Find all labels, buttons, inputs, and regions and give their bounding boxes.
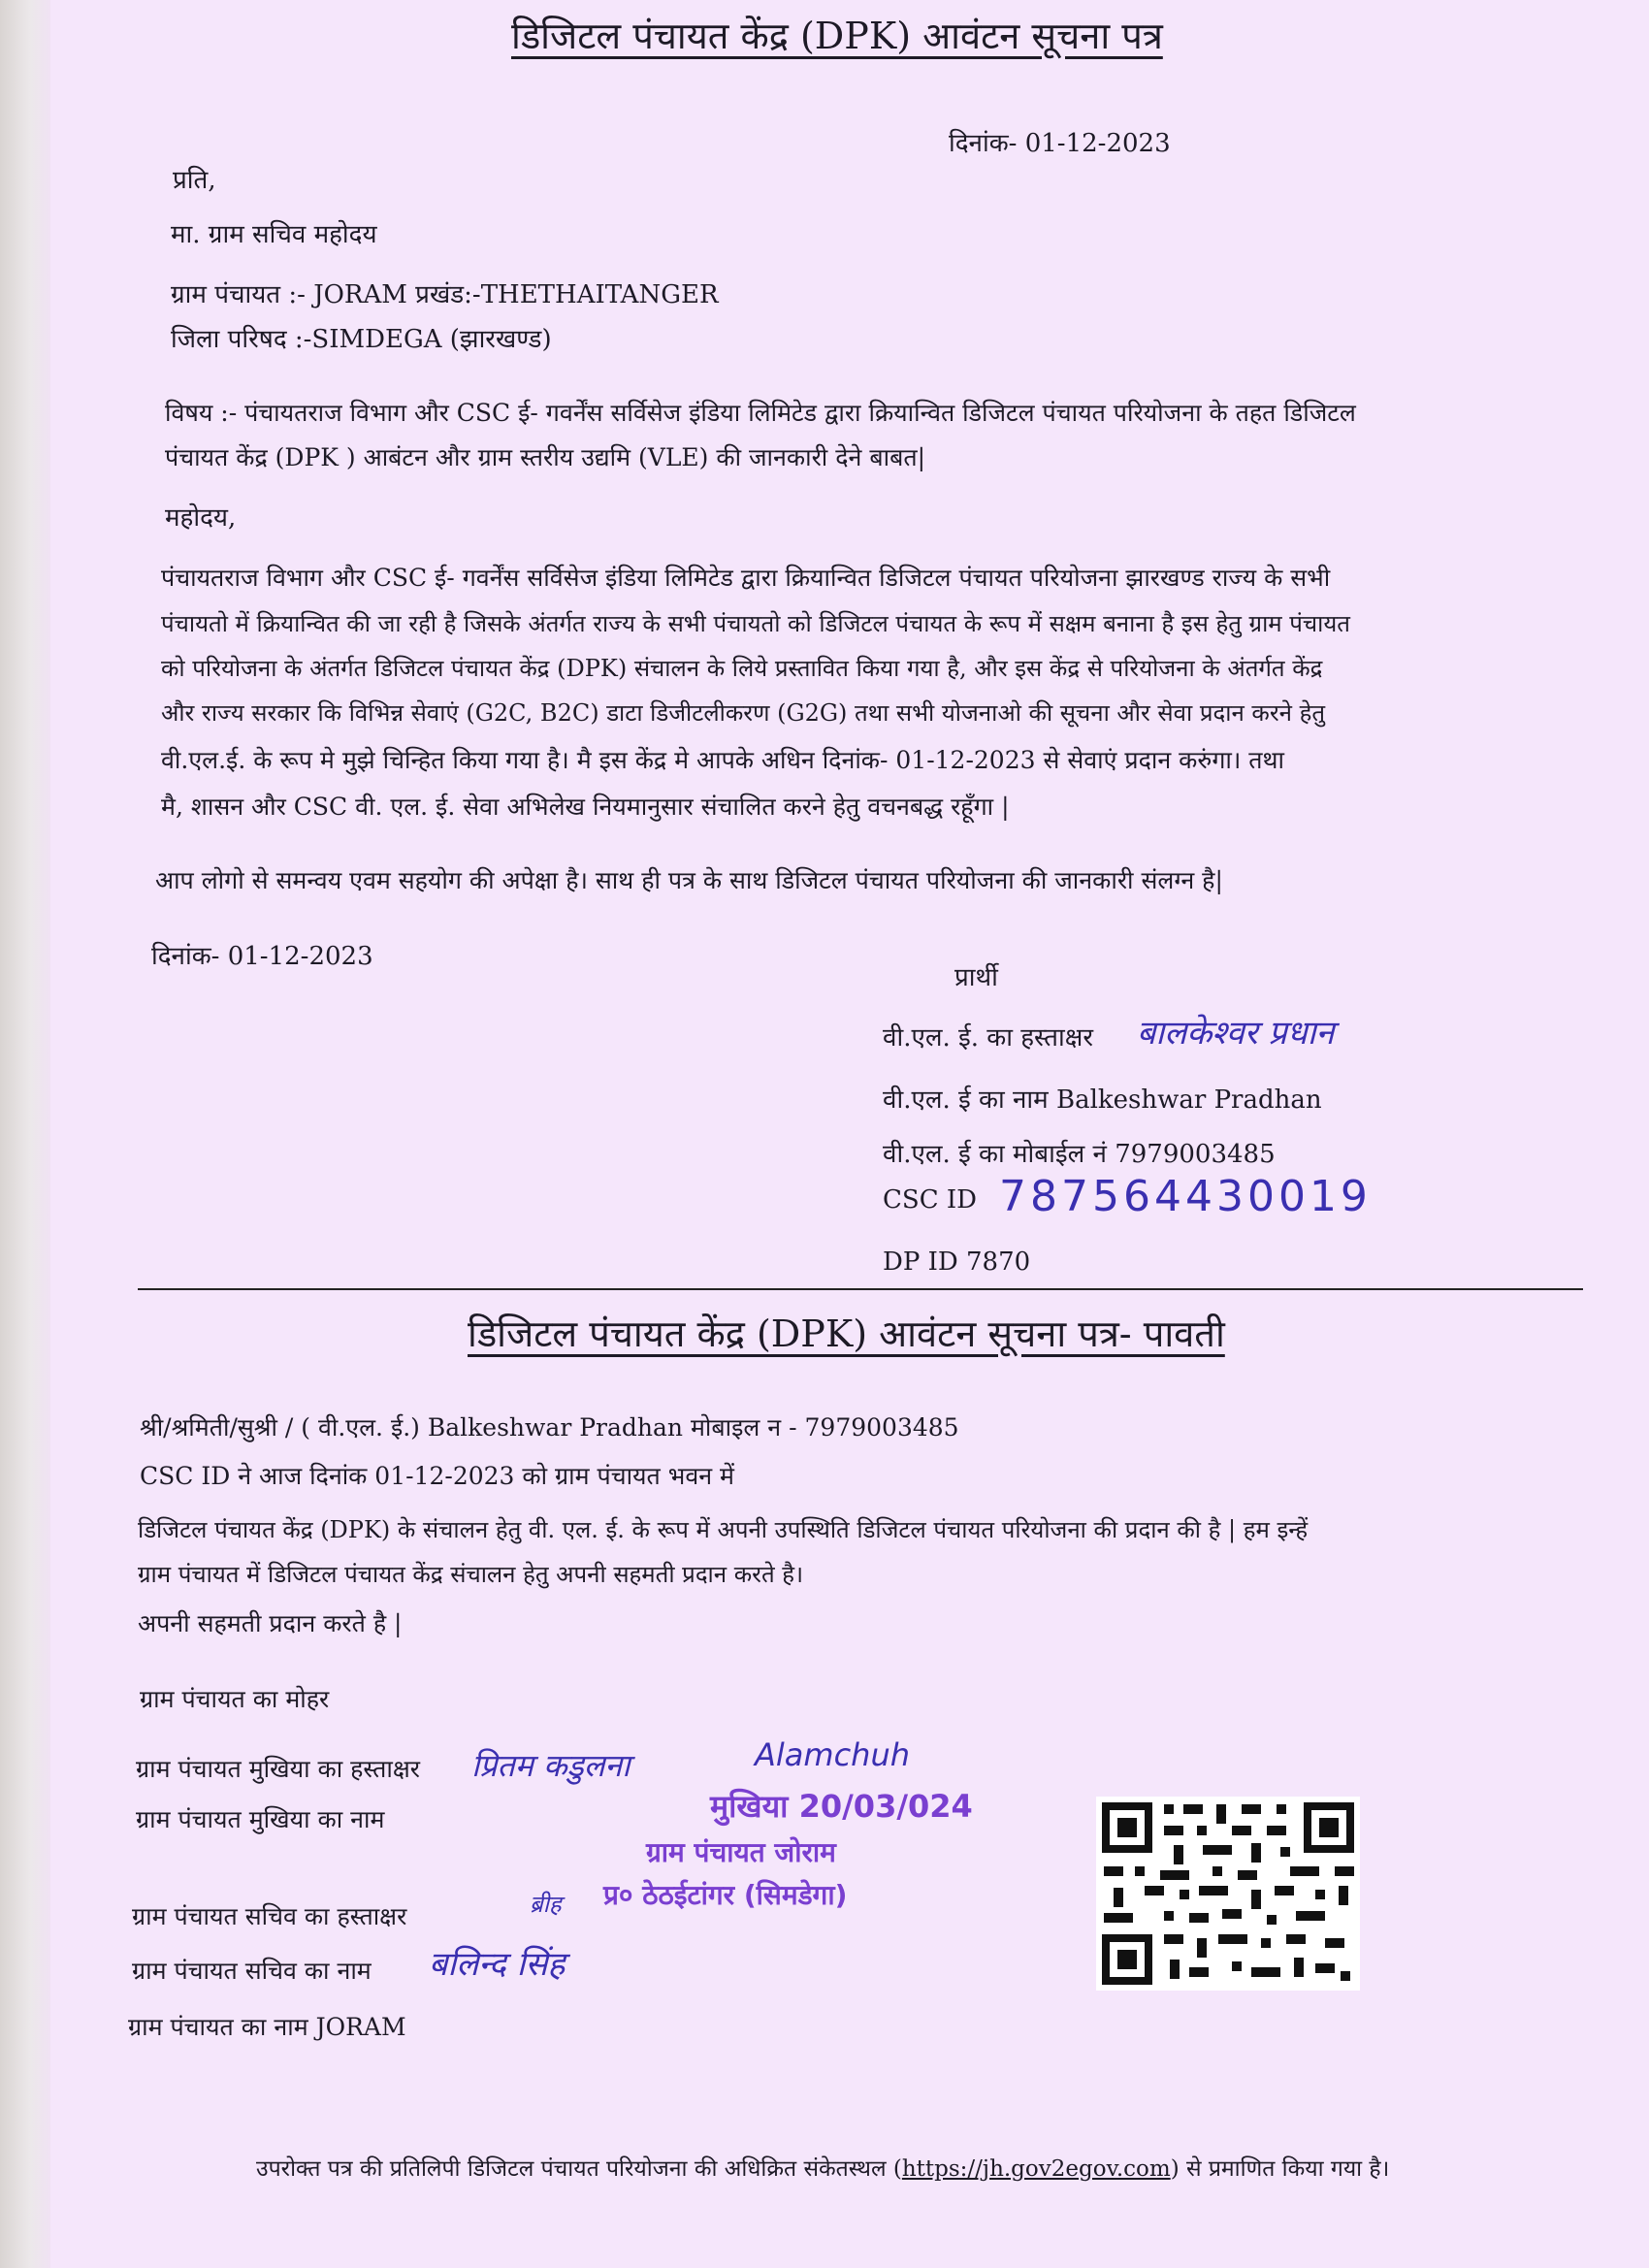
section-divider <box>138 1288 1583 1290</box>
sachiv-name-label: ग्राम पंचायत सचिव का नाम <box>132 1957 372 1985</box>
panchayat-name: ग्राम पंचायत का नाम JORAM <box>128 2013 406 2041</box>
cooperation-line: आप लोगो से समन्वय एवम सहयोग की अपेक्षा है। साथ ही पत्र के साथ डिजिटल पंचायत परियोजना की जानकारी संलग्न है| <box>155 866 1223 894</box>
panchayat-line: ग्राम पंचायत :- JORAM प्रखंड:-THETHAITANGER <box>171 280 719 309</box>
body-line-5: वी.एल.ई. के रूप मे मुझे चिन्हित किया गया है। मै इस केंद्र मे आपके अधिन दिनांक- 01-12-2023 से सेवाएं प्रदान करुंगा। तथा <box>161 746 1284 774</box>
footer-note <box>256 2152 1389 2183</box>
mukhiya-signature: प्रितम कडुलना <box>471 1747 630 1784</box>
sachiv-signature-small: ब्रीह <box>530 1891 562 1918</box>
body-line-2: पंचायतो में क्रियान्वित की जा रही है जिसके अंतर्गत राज्य के सभी पंचायतो को डिजिटल पंचायत के रूप में सक्षम बनाना है इस हेतु ग्राम पंचायत <box>161 610 1350 637</box>
stamp-panchayat: ग्राम पंचायत जोराम <box>646 1836 836 1868</box>
applicant-label: प्रार्थी <box>954 963 998 992</box>
document-page <box>50 0 1649 2268</box>
subject-line-1: विषय :- पंचायतराज विभाग और CSC ई- गवर्नेंस सर्विसेज इंडिया लिमिटेड द्वारा क्रियान्वित डिजिटल पंचायत परियोजना के तहत डिजिटल <box>165 399 1356 427</box>
body-line-3: को परियोजना के अंतर्गत डिजिटल पंचायत केंद्र (DPK) संचालन के लिये प्रस्तावित किया गया है, और इस केंद्र से परियोजना के अंतर्गत केंद्र <box>161 655 1323 682</box>
scan-edge <box>0 0 50 2268</box>
body-line-4: और राज्य सरकार कि विभिन्न सेवाएं (G2C, B2C) डाटा डिजीटलीकरण (G2G) तथा सभी योजनाओ की सूचना और सेवा प्रदान करने हेतु <box>161 699 1326 727</box>
receipt-line-5: अपनी सहमती प्रदान करते है | <box>138 1609 403 1637</box>
vle-mobile: वी.एल. ई का मोबाईल नं 7979003485 <box>883 1140 1276 1169</box>
qr-code-icon <box>1096 1797 1360 1991</box>
dp-id: DP ID 7870 <box>883 1247 1031 1277</box>
vle-name: वी.एल. ई का नाम Balkeshwar Pradhan <box>883 1085 1322 1115</box>
date-bottom: दिनांक- 01-12-2023 <box>151 942 373 971</box>
to-line: प्रति, <box>173 166 216 195</box>
letter-title: डिजिटल पंचायत केंद्र (DPK) आवंटन सूचना पत्र <box>511 15 1163 57</box>
district-line: जिला परिषद :-SIMDEGA (झारखण्ड) <box>171 325 552 354</box>
footer-text-post: ) से प्रमाणित किया गया है। <box>1170 2156 1390 2182</box>
body-line-6: मै, शासन और CSC वी. एल. ई. सेवा अभिलेख नियमानुसार संचालित करने हेतु वचनबद्ध रहूँगा | <box>161 793 1010 821</box>
sachiv-sign-label: ग्राम पंचायत सचिव का हस्ताक्षर <box>132 1902 407 1930</box>
date-top: दिनांक- 01-12-2023 <box>949 129 1171 158</box>
receipt-line-3: डिजिटल पंचायत केंद्र (DPK) के संचालन हेतु वी. एल. ई. के रूप में अपनी उपस्थिति डिजिटल पंचायत परियोजना की प्रदान की है | हम इन्हें <box>138 1516 1309 1543</box>
addressee: मा. ग्राम सचिव महोदय <box>171 220 377 249</box>
stamp-mukhiya-date: मुखिया 20/03/024 <box>710 1788 973 1825</box>
vle-signature: बालकेश्वर प्रधान <box>1137 1014 1335 1053</box>
receipt-line-4: ग्राम पंचायत में डिजिटल पंचायत केंद्र संचालन हेतु अपनी सहमती प्रदान करते है। <box>138 1561 804 1588</box>
footer-link[interactable]: https://jh.gov2egov.com <box>901 2156 1171 2182</box>
mukhiya-sign-label: ग्राम पंचायत मुखिया का हस्ताक्षर <box>136 1755 421 1783</box>
receipt-line-1: श्री/श्रमिती/सुश्री / ( वी.एल. ई.) Balkeshwar Pradhan मोबाइल न - 7979003485 <box>140 1413 959 1442</box>
receipt-title: डिजिटल पंचायत केंद्र (DPK) आवंटन सूचना पत्र- पावती <box>468 1312 1225 1355</box>
subject-line-2: पंचायत केंद्र (DPK ) आबंटन और ग्राम स्तरीय उद्यमि (VLE) की जानकारी देने बाबत| <box>165 443 926 471</box>
receipt-line-2: CSC ID ने आज दिनांक 01-12-2023 को ग्राम पंचायत भवन में <box>140 1462 734 1490</box>
footer-text-pre: उपरोक्त पत्र की प्रतिलिपी डिजिटल पंचायत परियोजना की अधिक्रित संकेतस्थल ( <box>256 2156 902 2182</box>
body-line-1: पंचायतराज विभाग और CSC ई- गवर्नेंस सर्विसेज इंडिया लिमिटेड द्वारा क्रियान्वित डिजिटल पंचायत परियोजना झारखण्ड राज्य के सभी <box>161 564 1331 592</box>
seal-label: ग्राम पंचायत का मोहर <box>140 1685 330 1713</box>
csc-id-label: CSC ID <box>883 1185 977 1215</box>
salutation: महोदय, <box>165 503 237 533</box>
mukhiya-name-label: ग्राम पंचायत मुखिया का नाम <box>136 1805 385 1833</box>
sachiv-signature: बलिन्द सिंह <box>429 1945 566 1984</box>
csc-id-handwritten: 787564430019 <box>999 1172 1372 1221</box>
stamp-block: प्र० ठेठईटांगर (सिमडेगा) <box>603 1879 848 1911</box>
vle-sign-label: वी.एल. ई. का हस्ताक्षर <box>883 1023 1094 1053</box>
mukhiya-signature-2: Alamchuh <box>755 1736 910 1773</box>
